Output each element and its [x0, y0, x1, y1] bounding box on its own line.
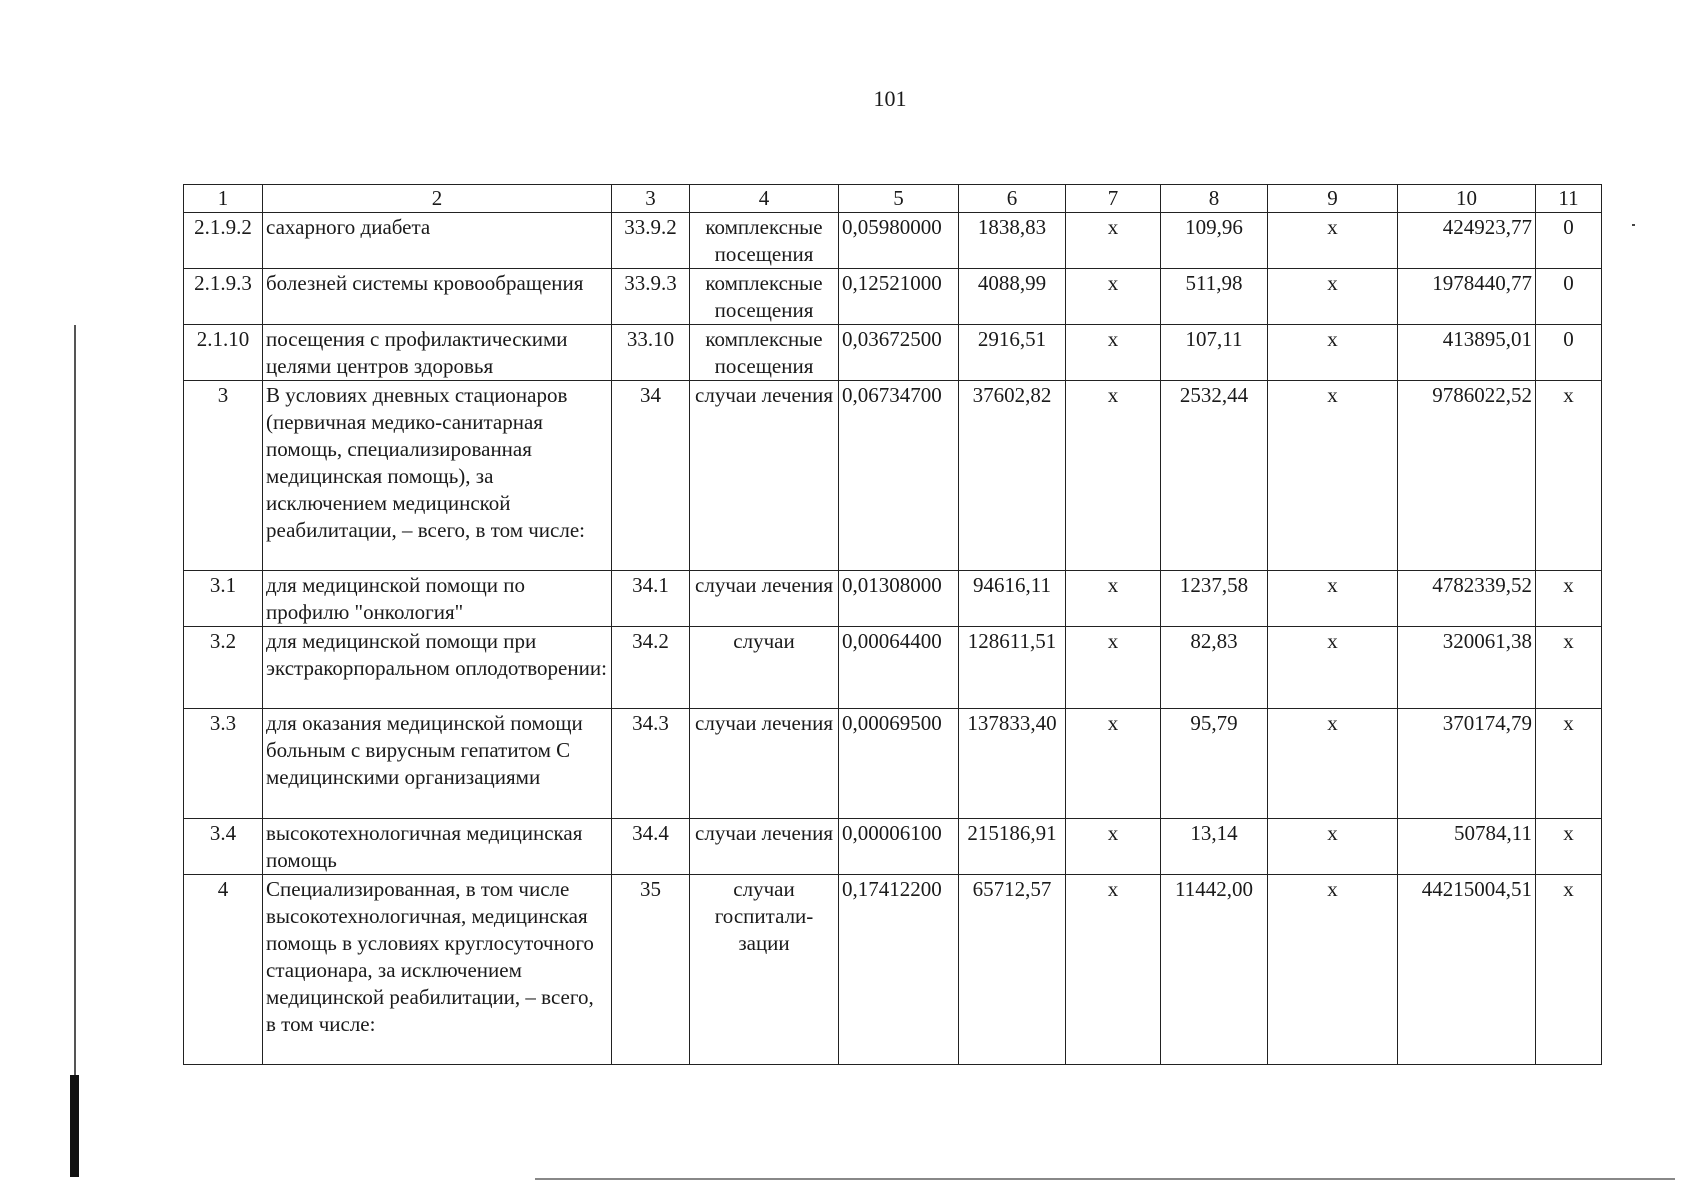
value-cell: х	[1536, 819, 1602, 875]
value-cell: 0,05980000	[839, 213, 959, 269]
unit-cell: комплексные посещения	[690, 325, 839, 381]
column-header: 5	[839, 185, 959, 213]
unit-cell: случаи лечения	[690, 709, 839, 819]
value-cell: х	[1066, 213, 1161, 269]
value-cell: 1838,83	[959, 213, 1066, 269]
value-cell: 109,96	[1161, 213, 1268, 269]
value-cell: х	[1066, 819, 1161, 875]
column-header: 10	[1398, 185, 1536, 213]
value-cell: 4782339,52	[1398, 571, 1536, 627]
row-label-cell: для оказания медицинской помощи больным с вирусным гепатитом С медицинскими организациями	[263, 709, 612, 819]
row-code-cell: 34.4	[612, 819, 690, 875]
value-cell: 0,01308000	[839, 571, 959, 627]
value-cell: 9786022,52	[1398, 381, 1536, 571]
table-row	[184, 325, 1602, 381]
row-number-cell: 3.2	[184, 627, 263, 709]
value-cell: х	[1268, 875, 1398, 1065]
value-cell: 215186,91	[959, 819, 1066, 875]
value-cell: 2916,51	[959, 325, 1066, 381]
row-number-cell: 3.3	[184, 709, 263, 819]
unit-cell: комплексные посещения	[690, 213, 839, 269]
value-cell: 0	[1536, 213, 1602, 269]
value-cell: 82,83	[1161, 627, 1268, 709]
page-number: 101	[873, 86, 907, 111]
row-label-cell: высокотехнологичная медицинская помощь	[263, 819, 612, 875]
value-cell: х	[1536, 381, 1602, 571]
table-header-row	[184, 185, 1602, 213]
value-cell: 511,98	[1161, 269, 1268, 325]
value-cell: х	[1536, 875, 1602, 1065]
value-cell: 128611,51	[959, 627, 1066, 709]
value-cell: 0	[1536, 269, 1602, 325]
scan-edge-bar	[70, 1075, 79, 1177]
row-code-cell: 34	[612, 381, 690, 571]
value-cell: х	[1536, 627, 1602, 709]
value-cell: 1978440,77	[1398, 269, 1536, 325]
value-cell: 0	[1536, 325, 1602, 381]
value-cell: 320061,38	[1398, 627, 1536, 709]
value-cell: х	[1268, 709, 1398, 819]
table-row	[184, 875, 1602, 1065]
row-code-cell: 34.3	[612, 709, 690, 819]
row-label-cell: посещения с профилактическими целями центров здоровья	[263, 325, 612, 381]
value-cell: 370174,79	[1398, 709, 1536, 819]
unit-cell: случаи лечения	[690, 571, 839, 627]
row-label-cell: сахарного диабета	[263, 213, 612, 269]
table-row	[184, 381, 1602, 571]
scan-speck	[1632, 224, 1635, 226]
row-label-cell: болезней системы кровообращения	[263, 269, 612, 325]
table-row	[184, 213, 1602, 269]
value-cell: х	[1268, 269, 1398, 325]
column-header: 1	[184, 185, 263, 213]
column-header: 2	[263, 185, 612, 213]
value-cell: х	[1268, 325, 1398, 381]
value-cell: х	[1268, 627, 1398, 709]
value-cell: 0,00064400	[839, 627, 959, 709]
value-cell: х	[1268, 381, 1398, 571]
value-cell: х	[1268, 571, 1398, 627]
value-cell: х	[1536, 709, 1602, 819]
value-cell: 0,17412200	[839, 875, 959, 1065]
table-row	[184, 269, 1602, 325]
row-label-cell: Специализированная, в том числе высокотехнологичная, медицинская помощь в условиях круглосуточного стационара, за исключением медицинской реабилитации, – всего, в том числе:	[263, 875, 612, 1065]
column-header: 7	[1066, 185, 1161, 213]
value-cell: 0,06734700	[839, 381, 959, 571]
value-cell: 2532,44	[1161, 381, 1268, 571]
row-number-cell: 3.1	[184, 571, 263, 627]
value-cell: 95,79	[1161, 709, 1268, 819]
row-number-cell: 3	[184, 381, 263, 571]
table-row	[184, 819, 1602, 875]
row-number-cell: 2.1.9.2	[184, 213, 263, 269]
value-cell: 1237,58	[1161, 571, 1268, 627]
column-header: 9	[1268, 185, 1398, 213]
value-cell: 413895,01	[1398, 325, 1536, 381]
scan-edge-line	[74, 325, 76, 1075]
unit-cell: комплексные посещения	[690, 269, 839, 325]
row-label-cell: для медицинской помощи по профилю "онкология"	[263, 571, 612, 627]
unit-cell: случаи	[690, 627, 839, 709]
row-label-cell: В условиях дневных стационаров (первичная медико-санитарная помощь, специализированная медицинская помощь), за исключением медицинской реабилитации, – всего, в том числе:	[263, 381, 612, 571]
value-cell: 11442,00	[1161, 875, 1268, 1065]
value-cell: х	[1066, 709, 1161, 819]
row-number-cell: 2.1.10	[184, 325, 263, 381]
unit-cell: случаи лечения	[690, 819, 839, 875]
value-cell: 0,03672500	[839, 325, 959, 381]
value-cell: 0,00069500	[839, 709, 959, 819]
row-code-cell: 33.9.2	[612, 213, 690, 269]
value-cell: 94616,11	[959, 571, 1066, 627]
column-header: 6	[959, 185, 1066, 213]
row-code-cell: 34.1	[612, 571, 690, 627]
table-row	[184, 571, 1602, 627]
table-row	[184, 627, 1602, 709]
unit-cell: случаи госпитали-зации	[690, 875, 839, 1065]
value-cell: 50784,11	[1398, 819, 1536, 875]
row-code-cell: 34.2	[612, 627, 690, 709]
column-header: 11	[1536, 185, 1602, 213]
column-header: 3	[612, 185, 690, 213]
value-cell: 13,14	[1161, 819, 1268, 875]
value-cell: 65712,57	[959, 875, 1066, 1065]
scan-bottom-line	[535, 1178, 1675, 1180]
value-cell: х	[1536, 571, 1602, 627]
row-number-cell: 3.4	[184, 819, 263, 875]
row-code-cell: 33.9.3	[612, 269, 690, 325]
value-cell: 37602,82	[959, 381, 1066, 571]
row-label-cell: для медицинской помощи при экстракорпоральном оплодотворении:	[263, 627, 612, 709]
value-cell: 0,12521000	[839, 269, 959, 325]
value-cell: х	[1268, 819, 1398, 875]
row-number-cell: 2.1.9.3	[184, 269, 263, 325]
value-cell: х	[1066, 325, 1161, 381]
data-table	[183, 184, 1602, 1065]
value-cell: 44215004,51	[1398, 875, 1536, 1065]
row-code-cell: 35	[612, 875, 690, 1065]
value-cell: 424923,77	[1398, 213, 1536, 269]
value-cell: 137833,40	[959, 709, 1066, 819]
value-cell: х	[1268, 213, 1398, 269]
unit-cell: случаи лечения	[690, 381, 839, 571]
table-row	[184, 709, 1602, 819]
value-cell: 0,00006100	[839, 819, 959, 875]
value-cell: х	[1066, 875, 1161, 1065]
value-cell: х	[1066, 627, 1161, 709]
value-cell: х	[1066, 571, 1161, 627]
value-cell: х	[1066, 381, 1161, 571]
row-code-cell: 33.10	[612, 325, 690, 381]
column-header: 4	[690, 185, 839, 213]
row-number-cell: 4	[184, 875, 263, 1065]
column-header: 8	[1161, 185, 1268, 213]
value-cell: 4088,99	[959, 269, 1066, 325]
value-cell: 107,11	[1161, 325, 1268, 381]
value-cell: х	[1066, 269, 1161, 325]
